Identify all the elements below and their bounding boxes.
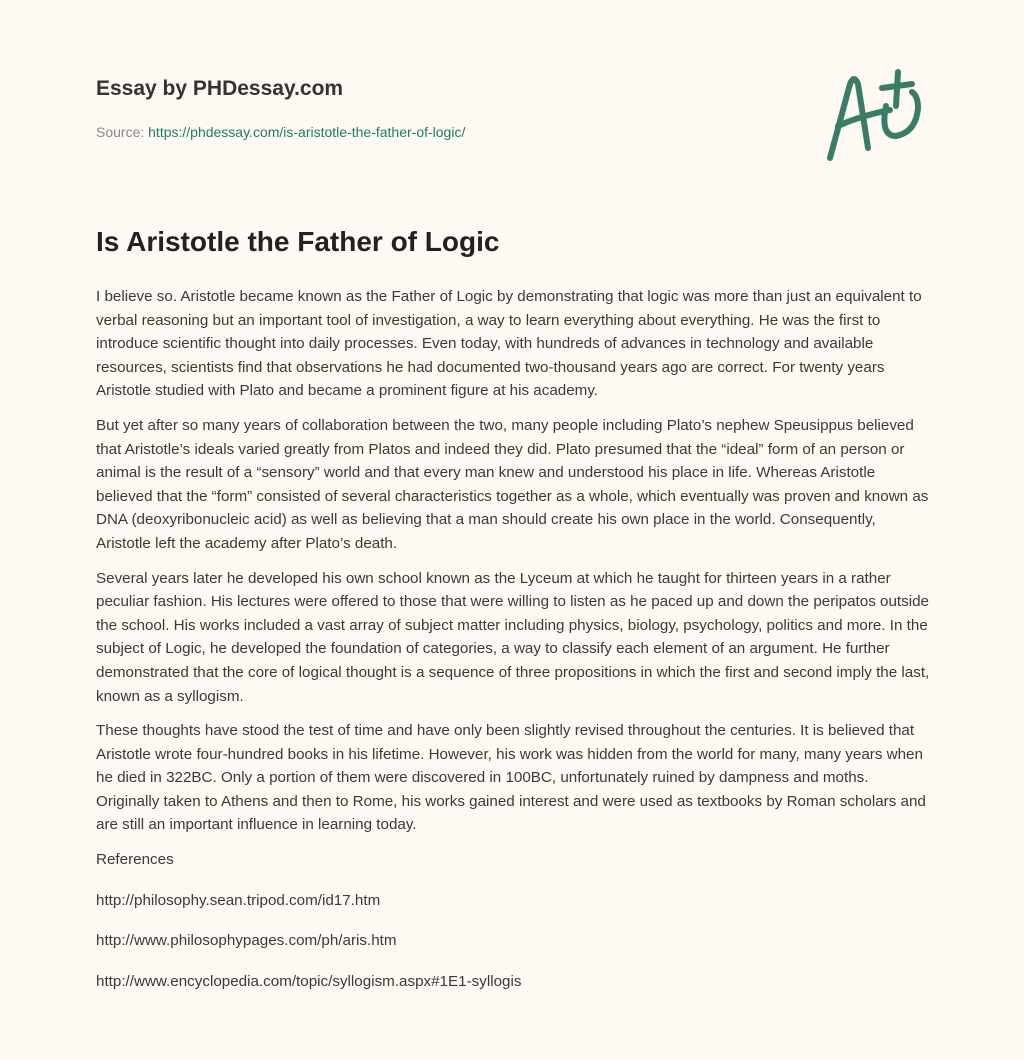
reference-item: http://philosophy.sean.tripod.com/id17.htm	[96, 891, 381, 909]
brand-title: Essay by PHDessay.com	[96, 77, 344, 100]
references-heading: References	[96, 851, 174, 869]
paragraph: These thoughts have stood the test of time and have only been slightly revised throughout the centuries. It is believed that Aristotle wrote four-hundred books in his lifetime. However, his work was hidden from the world for many, many years when he died in 322BC. Only a portion of them were discovered in 100BC, unfortunately ruined by dampness and moths. Originally taken to Athens and then to Rome, his works gained interest and were used as textbooks by Roman scholars and are still an important influence in learning today.	[96, 722, 926, 834]
paragraph: Several years later he developed his own school known as the Lyceum at which he taught for thirteen years in a rather peculiar fashion. His lectures were offered to those that were willing to listen as he paced up and down the peripatos outside the school. His works included a vast array of subject matter including physics, biology, psychology, politics and more. In the subject of Logic, he developed the foundation of categories, a way to classify each element of an argument. He further demonstrated that the core of logical thought is a sequence of three propositions in which the first and second imply the last, known as a syllogism.	[96, 569, 930, 705]
essay-title: Is Aristotle the Father of Logic	[96, 226, 500, 257]
source-label: Source:	[96, 124, 145, 140]
source-link[interactable]: https://phdessay.com/is-aristotle-the-father-of-logic/	[148, 124, 466, 140]
reference-item: http://www.philosophypages.com/ph/aris.htm	[96, 932, 397, 950]
reference-item: http://www.encyclopedia.com/topic/syllogism.aspx#1E1-syllogis	[96, 972, 522, 990]
source-line	[96, 124, 465, 140]
paragraph: I believe so. Aristotle became known as the Father of Logic by demonstrating that logic was more than just an equivalent to verbal reasoning but an important tool of investigation, a way to learn everything about everything. He was the first to introduce scientific thought into daily processes. Even today, with hundreds of advances in technology and available resources, scientists find that observations he had documented two-thousand years ago are correct. For twenty years Aristotle studied with Plato and became a prominent figure at his academy.	[96, 288, 922, 400]
paragraph: But yet after so many years of collaboration between the two, many people including Plato’s nephew Speusippus believed that Aristotle’s ideals varied greatly from Platos and indeed they did. Plato presumed that the “ideal” form of an person or animal is the result of a “sensory” world and that every man knew and understood his place in life. Whereas Aristotle believed that the “form” consisted of several characteristics together as a whole, which eventually was proven and known as DNA (deoxyribonucleic acid) as well as believing that a man should create his own place in the world. Consequently, Aristotle left the academy after Plato’s death.	[96, 416, 929, 552]
a-plus-logo-icon	[820, 66, 930, 166]
essay-body	[96, 285, 932, 1010]
